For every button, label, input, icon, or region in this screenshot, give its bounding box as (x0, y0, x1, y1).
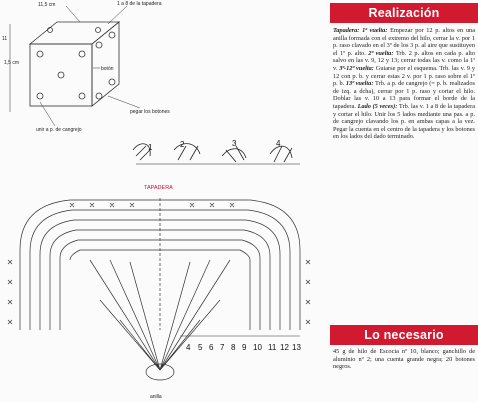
step-2-number: 2 (180, 140, 185, 149)
cube-crab-label: unir a p. de cangrejo (36, 127, 82, 133)
crochet-chart (8, 198, 310, 380)
cube-side-label: 1 a 8 de la tapadera (117, 1, 162, 7)
round13-label: 13ª vuelta: (345, 80, 374, 88)
anilla-caption: anilla (150, 394, 162, 400)
round-number-8: 8 (231, 343, 236, 352)
cube-height-label: 1,5 cm (4, 60, 20, 66)
instructions-column (330, 0, 478, 402)
round-number-6: 6 (209, 343, 214, 352)
round-number-13: 13 (292, 343, 301, 352)
round-number-7: 7 (220, 343, 225, 352)
lado-note: (5 veces): (372, 102, 398, 110)
cube-height-left-label: 11 (2, 36, 8, 42)
instructions-part1: Empezar por 12 p. altos en una anilla formada con el extremo del hilo, cerrar la v. por 1 p. raso clavado en el 3º de los 3 p. al aire que sustituyen el 1º p. alto. (333, 27, 475, 57)
round-number-12: 12 (280, 343, 289, 352)
round-number-5: 5 (198, 343, 203, 352)
lo-necesario-header: Lo necesario (330, 325, 478, 345)
lado-label: Lado (357, 102, 371, 110)
round1-label: 1ª vuelta: (362, 27, 388, 34)
step-1-number: 1 (148, 143, 153, 152)
tapadera-label: Tapadera: (333, 27, 360, 34)
round-number-4: 4 (186, 343, 191, 352)
instructions-part3: Guiarse por el esquema. Trb. las v. 9 y 12 con p. b. y cerrar estas 2 v. por 1 p. raso sobre el 1º p. b. (333, 64, 476, 88)
cube-glue-label: pegar los botones (130, 109, 170, 115)
crochet-steps-illustration (133, 144, 300, 164)
round3-label: 3ª-12ª vuelta: (339, 64, 374, 72)
step-4-number: 4 (276, 139, 281, 148)
realizacion-text (333, 27, 475, 141)
tapadera-caption: TAPADERA (144, 185, 173, 191)
instructions-part2: Trb. 2 p. altos en cada p. alto salvo en las v. 9, 12 y 13; cerrar todas las v. como la 1ª v. (333, 49, 475, 72)
realizacion-header: Realización (330, 3, 478, 23)
round-number-11: 11 (268, 343, 277, 352)
step-3-number: 3 (232, 139, 237, 148)
materials-text: 45 g de hilo de Escocia nº 10, blanco; ganchillo de aluminio nº 2; una cuenta grande negra; 20 botones negros. (333, 348, 475, 371)
cube-width-label: 11,5 cm (38, 2, 56, 8)
cube-diagram (10, 6, 140, 126)
round-number-10: 10 (253, 343, 262, 352)
round2-label: 2ª vuelta: (368, 49, 394, 57)
instructions-part4: Trb. a p. de cangrejo (= p. b. realizados de izq. a dcha), cerrar por 1 p. raso y cortar el hilo. Doblar las v. 10 a 13 para formar el borde de la tapadera. (333, 80, 475, 110)
instructions-part5: Trb. las v. 1 a 8 de la tapadera y cortar el hilo. Unir los 5 lados mediante una pas. a p. de cangrejo clavando los p. en ambas capas a la vez. Pegar la cuenta en el centro de la tapadera y los botones en los lados del dado terminado. (333, 102, 475, 141)
round-number-9: 9 (242, 343, 247, 352)
cube-button-label: botón (101, 66, 114, 72)
